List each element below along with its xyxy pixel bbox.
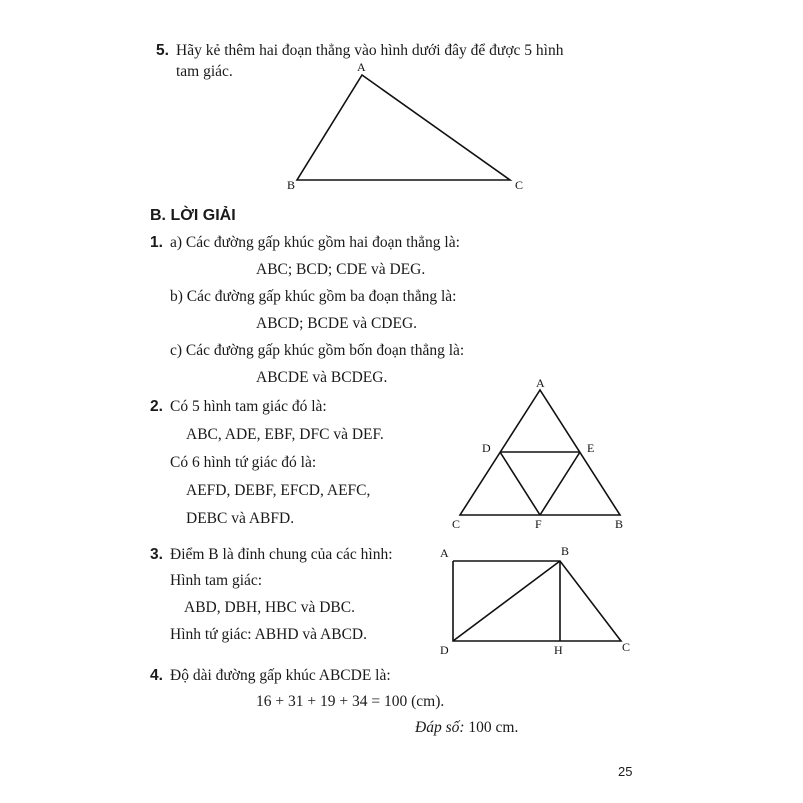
problem-5-number: 5.	[156, 42, 169, 59]
solution-2-line2: ABC, ADE, EBF, DFC và DEF.	[186, 426, 384, 443]
label-c: C	[622, 640, 631, 654]
solution-1c-text: c) Các đường gấp khúc gồm bốn đoạn thẳng là:	[170, 342, 465, 359]
solution-4-equation: 16 + 31 + 19 + 34 = 100 (cm).	[256, 693, 445, 710]
solution-2-line3: Có 6 hình tứ giác đó là:	[170, 454, 317, 471]
solution-1-number: 1.	[150, 234, 163, 251]
answer-value: 100 cm.	[468, 719, 519, 736]
solution-3-line3: ABD, DBH, HBC và DBC.	[184, 599, 355, 616]
section-heading: B. LỜI GIẢI	[150, 207, 236, 224]
label-b: B	[561, 544, 570, 558]
label-d: D	[440, 643, 449, 657]
solution-4-number: 4.	[150, 667, 163, 684]
answer-label: Đáp số:	[415, 719, 465, 736]
solution-1a-answer: ABC; BCD; CDE và DEG.	[256, 261, 426, 278]
solution-4-line1: Độ dài đường gấp khúc ABCDE là:	[170, 667, 391, 684]
segment-db	[453, 561, 560, 641]
shape-abcd	[453, 561, 621, 641]
solution-3-number: 3.	[150, 546, 163, 563]
solution-2-line4: AEFD, DEBF, EFCD, AEFC,	[186, 482, 371, 499]
label-c: C	[515, 178, 524, 192]
label-a: A	[357, 60, 366, 74]
solution-1b-answer: ABCD; BCDE và CDEG.	[256, 315, 418, 332]
solution-4-answer	[415, 719, 518, 738]
solution-1c-answer: ABCDE và BCDEG.	[256, 369, 388, 386]
label-e: E	[587, 441, 595, 455]
solution-1a-text: a) Các đường gấp khúc gồm hai đoạn thẳng là:	[170, 234, 460, 251]
label-a: A	[440, 546, 449, 560]
solution-3-line2: Hình tam giác:	[170, 572, 263, 589]
label-h: H	[554, 643, 563, 657]
label-a: A	[536, 376, 545, 390]
label-b: B	[615, 517, 624, 531]
solution-3-line4: Hình tứ giác: ABHD và ABCD.	[170, 626, 367, 643]
problem-5-text-line2: tam giác.	[176, 63, 233, 80]
label-b: B	[287, 178, 296, 192]
solution-2-line5: DEBC và ABFD.	[186, 510, 295, 527]
solution-2-number: 2.	[150, 398, 163, 415]
label-f: F	[535, 517, 542, 531]
problem-5-text-line1: Hãy kẻ thêm hai đoạn thẳng vào hình dưới đây để được 5 hình	[176, 42, 564, 59]
solution-2-line1: Có 5 hình tam giác đó là:	[170, 398, 327, 415]
page-number: 25	[618, 764, 633, 779]
solution-3-line1: Điểm B là đỉnh chung của các hình:	[170, 546, 393, 563]
solution-1b-text: b) Các đường gấp khúc gồm ba đoạn thẳng là:	[170, 288, 457, 305]
label-c: C	[452, 517, 461, 531]
label-d: D	[482, 441, 491, 455]
